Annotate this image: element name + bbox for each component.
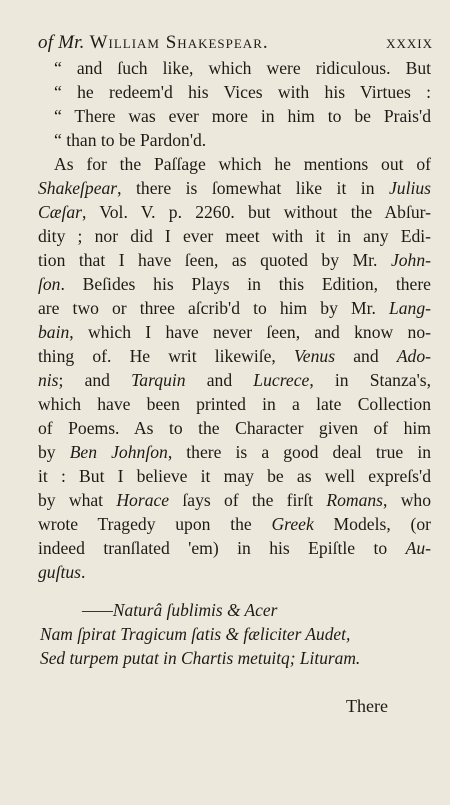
paragraph-line <box>38 296 431 320</box>
roman-text: are two or three aſcrib'd to him by Mr. <box>38 298 389 318</box>
italic-text: Horace <box>116 490 170 510</box>
paragraph-line <box>38 272 431 296</box>
paragraph-line <box>38 200 431 224</box>
roman-text: Models, (or <box>313 514 431 534</box>
verse-line: Nam ſpirat Tragicum ſatis & fæliciter Audet, <box>40 624 351 644</box>
quote-line: “ he redeem'd his Vices with his Virtues : <box>54 82 431 102</box>
roman-text: by <box>38 442 70 462</box>
italic-text: Ado- <box>396 346 432 366</box>
roman-text: , who <box>383 490 431 510</box>
quote-line: “ There was ever more in him to be Prais'd <box>54 106 431 126</box>
verse-line: Sed turpem putat in Chartis metuitq; Lituram. <box>40 648 361 668</box>
italic-text: John- <box>390 250 431 270</box>
paragraph-line <box>38 320 431 344</box>
italic-text: guſtus <box>38 562 82 582</box>
roman-text: wrote Tragedy upon the <box>38 514 272 534</box>
paragraph-line <box>38 464 431 488</box>
italic-text: Tarquin <box>131 370 186 390</box>
roman-text: indeed tranſlated 'em) in his Epiſtle to <box>38 538 406 558</box>
roman-text: dity ; nor did I ever meet with it in any Edi- <box>38 226 431 246</box>
paragraph-line <box>38 344 431 368</box>
italic-text: Lucrece <box>253 370 310 390</box>
paragraph-line <box>38 512 431 536</box>
roman-text: , which I have never ſeen, and know no- <box>69 322 431 342</box>
page-number: xxxix <box>386 32 433 53</box>
roman-text: and <box>335 346 397 366</box>
italic-text: Au- <box>405 538 431 558</box>
roman-text: by what <box>38 490 117 510</box>
header-prefix: of Mr. <box>38 32 85 53</box>
paragraph-line <box>38 536 431 560</box>
roman-text: ; and <box>58 370 132 390</box>
quote-line: “ than to be Pardon'd. <box>54 130 207 150</box>
paragraph-line <box>38 416 431 440</box>
italic-text: Romans <box>326 490 384 510</box>
paragraph-line <box>38 176 431 200</box>
italic-text: Julius <box>388 178 431 198</box>
roman-text: ſays of the firſt <box>169 490 327 510</box>
italic-text: Cæſar <box>38 202 83 222</box>
roman-text: , there is a good deal true in <box>167 442 432 462</box>
paragraph-line <box>38 488 431 512</box>
catchword: There <box>346 696 388 716</box>
paragraph-line <box>38 560 85 584</box>
paragraph-line <box>38 392 431 416</box>
italic-text: bain <box>38 322 70 342</box>
italic-text: nis <box>38 370 59 390</box>
roman-text: . Beſides his Plays in this Edition, there <box>60 274 431 294</box>
roman-text: of Poems. As to the Character given of him <box>38 418 431 438</box>
roman-text: which have been printed in a late Collection <box>38 394 431 414</box>
roman-text: it : But I believe it may be as well expreſs'd <box>38 466 431 486</box>
paragraph-line <box>38 224 431 248</box>
paragraph-line <box>38 368 431 392</box>
italic-text: Lang- <box>388 298 431 318</box>
roman-text: thing of. He writ likewiſe, <box>38 346 295 366</box>
paragraph-line <box>38 248 431 272</box>
header-name: William Shakespear. <box>89 32 269 53</box>
italic-text: Ben Johnſon <box>69 442 168 462</box>
roman-text: , in Stanza's, <box>309 370 431 390</box>
paragraph-line <box>38 440 431 464</box>
roman-text: As for the Paſſage which he mentions out of <box>54 154 431 174</box>
running-header <box>38 32 433 54</box>
paragraph-line <box>54 152 431 176</box>
italic-text: Venus <box>294 346 336 366</box>
verse-line: ——Naturâ ſublimis & Acer <box>82 600 278 620</box>
roman-text: and <box>185 370 254 390</box>
roman-text: , Vol. V. p. 2260. but without the Abſur- <box>82 202 431 222</box>
italic-text: Shakeſpear <box>38 178 118 198</box>
quote-line: “ and ſuch like, which were ridiculous. But <box>54 58 431 78</box>
italic-text: ſon <box>38 274 61 294</box>
roman-text: . <box>81 562 86 582</box>
italic-text: Greek <box>271 514 314 534</box>
roman-text: tion that I have ſeen, as quoted by Mr. <box>38 250 391 270</box>
roman-text: , there is ſomewhat like it in <box>117 178 389 198</box>
